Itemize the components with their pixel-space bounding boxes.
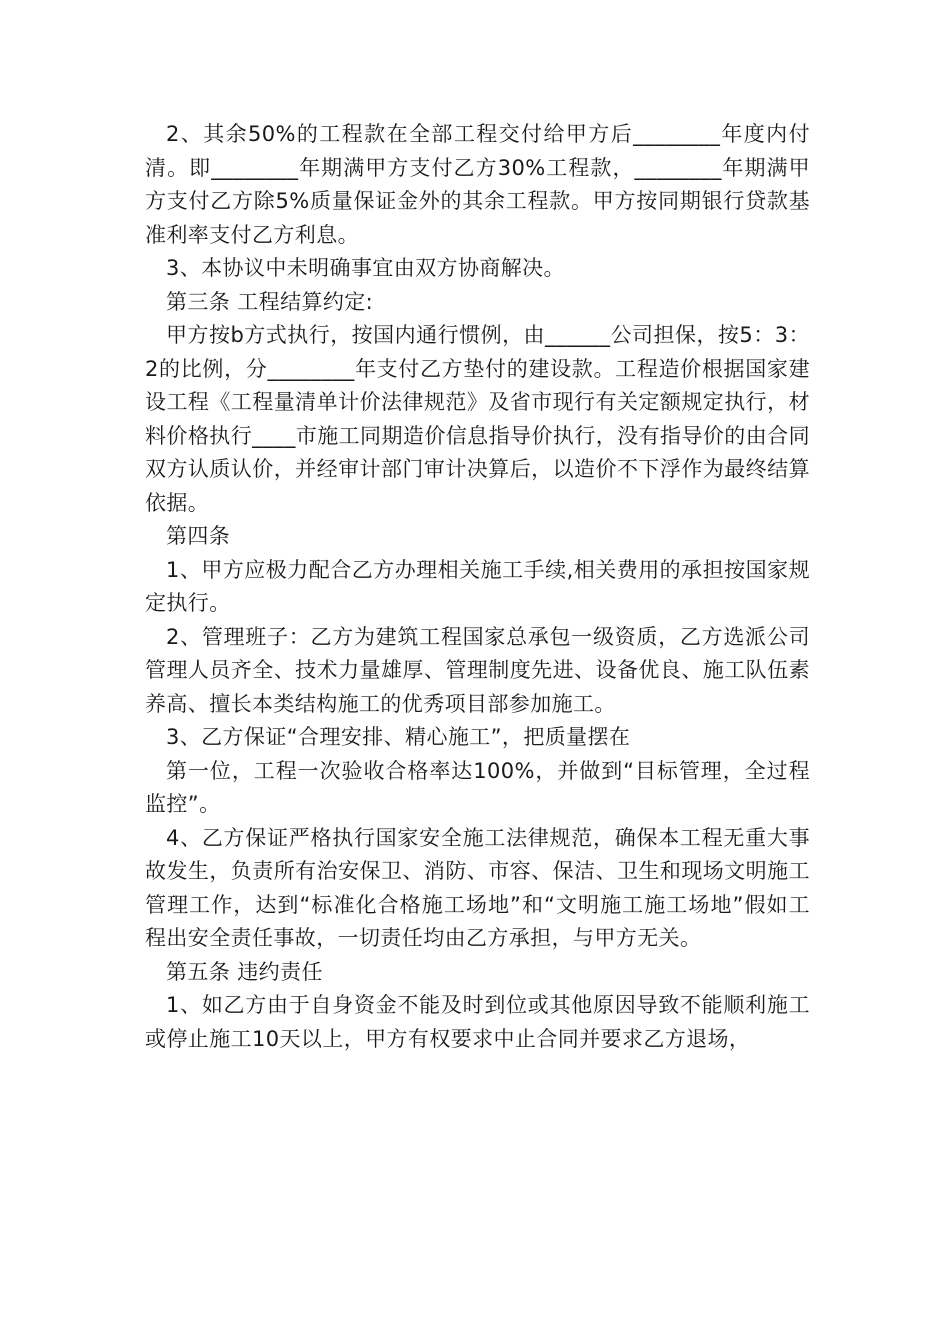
clause-quality-target: 第一位，工程一次验收合格率达100%，并做到“目标管理，全过程监控”。 — [145, 758, 810, 816]
clause-unresolved-matters: 3、本协议中未明确事宜由双方协商解决。 — [166, 256, 565, 280]
clause-construction-procedures: 1、甲方应极力配合乙方办理相关施工手续,相关费用的承担按国家规定执行。 — [145, 557, 810, 615]
clause-settlement: 甲方按b方式执行，按国内通行惯例，由______公司担保，按5：3：2的比例，分________年支付乙方垫付的建设款。工程造价根据国家建设工程《工程量清单计价法律规范》及省市现行有关定额规定执行，材料价格执行____市施工同期造价信息指导价执行，没有指导价的由合同双方认质认价，并经审计部门审计决算后，以造价不下浮作为最终结算依据。 — [145, 323, 810, 515]
document-body — [145, 118, 810, 1056]
article-4-heading: 第四条 — [166, 524, 231, 548]
clause-safety: 4、乙方保证严格执行国家安全施工法律规范，确保本工程无重大事故发生，负责所有治安保卫、消防、市容、保洁、卫生和现场文明施工管理工作，达到“标准化合格施工场地”和“文明施工施工场地”假如工程出安全责任事故，一切责任均由乙方承担，与甲方无关。 — [145, 825, 810, 950]
article-3-heading: 第三条 工程结算约定: — [166, 289, 374, 314]
article-5-heading: 第五条 违约责任 — [166, 959, 323, 984]
clause-payment-remaining: 2、其余50%的工程款在全部工程交付给甲方后________年度内付清。即________年期满甲方支付乙方30%工程款，________年期满甲方支付乙方除5%质量保证金外的其余工程款。甲方按同期银行贷款基准利率支付乙方利息。 — [145, 122, 810, 247]
clause-quality-guarantee: 3、乙方保证“合理安排、精心施工”，把质量摆在 — [166, 725, 631, 749]
clause-management-team: 2、管理班子：乙方为建筑工程国家总承包一级资质，乙方选派公司管理人员齐全、技术力量雄厚、管理制度先进、设备优良、施工队伍素养高、擅长本类结构施工的优秀项目部参加施工。 — [145, 624, 810, 716]
clause-breach: 1、如乙方由于自身资金不能及时到位或其他原因导致不能顺利施工或停止施工10天以上，甲方有权要求中止合同并要求乙方退场， — [145, 993, 810, 1051]
